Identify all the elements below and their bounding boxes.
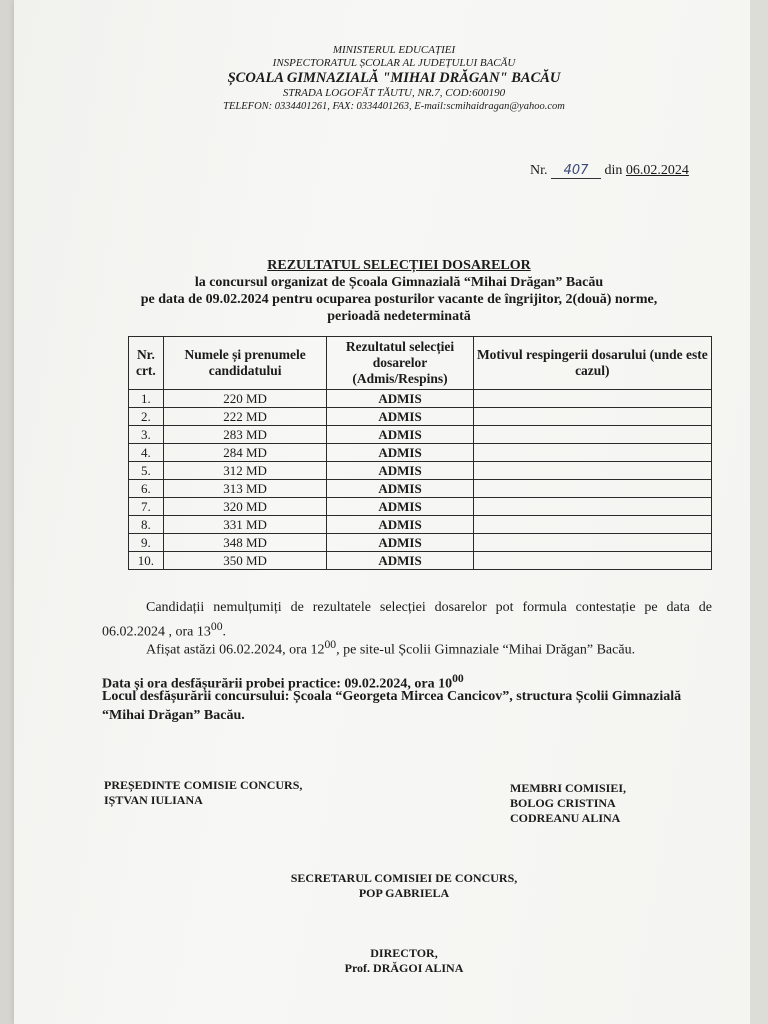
cell-reason bbox=[473, 426, 711, 444]
cell-result: ADMIS bbox=[327, 426, 473, 444]
table-row bbox=[129, 498, 712, 516]
cell-reason bbox=[473, 480, 711, 498]
din-label: din bbox=[604, 163, 623, 178]
title-main: REZULTATUL SELECȚIEI DOSARELOR bbox=[267, 258, 531, 273]
contestation-end: . bbox=[222, 624, 227, 640]
cell-name: 283 MD bbox=[163, 426, 327, 444]
cell-result: ADMIS bbox=[327, 390, 473, 408]
cell-reason bbox=[473, 516, 711, 534]
table-row bbox=[129, 390, 712, 408]
cell-nr: 10. bbox=[129, 552, 164, 570]
contact-line: TELEFON: 0334401261, FAX: 0334401263, E-mail:scmihaidragan@yahoo.com bbox=[223, 101, 565, 112]
cell-result: ADMIS bbox=[327, 498, 473, 516]
cell-nr: 1. bbox=[129, 390, 164, 408]
address-line: STRADA LOGOFĂT TĂUTU, NR.7, COD:600190 bbox=[282, 87, 506, 99]
cell-nr: 8. bbox=[129, 516, 164, 534]
posting-text-end: , pe site-ul Școlii Gimnaziale “Mihai Drăgan” Bacău. bbox=[336, 642, 636, 658]
school-name: ȘCOALA GIMNAZIALĂ "MIHAI DRĂGAN" BACĂU bbox=[227, 70, 561, 86]
title-line-2: la concursul organizat de Școala Gimnazială “Mihai Drăgan” Bacău bbox=[194, 275, 604, 290]
cell-nr: 6. bbox=[129, 480, 164, 498]
results-table bbox=[128, 336, 712, 570]
cell-name: 220 MD bbox=[163, 390, 327, 408]
cell-reason bbox=[473, 552, 711, 570]
cell-name: 350 MD bbox=[163, 552, 327, 570]
inspectorate-line: INSPECTORATUL ȘCOLAR AL JUDEȚULUI BACĂU bbox=[272, 57, 516, 69]
cell-reason bbox=[473, 408, 711, 426]
posting-paragraph bbox=[146, 635, 706, 660]
director-signature bbox=[274, 946, 534, 976]
cell-nr: 9. bbox=[129, 534, 164, 552]
president-name: IȘTVAN IULIANA bbox=[104, 793, 203, 807]
cell-name: 222 MD bbox=[163, 408, 327, 426]
ministry-line: MINISTERUL EDUCAȚIEI bbox=[332, 44, 456, 56]
secretary-name: POP GABRIELA bbox=[358, 886, 450, 900]
nr-value-handwritten: 407 bbox=[551, 163, 601, 179]
background-right-edge bbox=[750, 0, 768, 1024]
cell-result: ADMIS bbox=[327, 516, 473, 534]
posting-time-sup: 00 bbox=[324, 638, 337, 651]
document-page bbox=[14, 0, 750, 1024]
table-row bbox=[129, 480, 712, 498]
title-line-4: perioadă nedeterminată bbox=[327, 309, 471, 324]
cell-result: ADMIS bbox=[327, 480, 473, 498]
cell-nr: 5. bbox=[129, 462, 164, 480]
cell-nr: 2. bbox=[129, 408, 164, 426]
member-2-name: CODREANU ALINA bbox=[510, 811, 621, 825]
members-signature bbox=[510, 781, 626, 826]
member-1-name: BOLOG CRISTINA bbox=[510, 796, 616, 810]
practical-test-time-sup: 00 bbox=[452, 672, 464, 685]
contestation-time-sup: 00 bbox=[210, 620, 223, 633]
background-left-edge bbox=[0, 0, 14, 1024]
cell-result: ADMIS bbox=[327, 552, 473, 570]
cell-reason bbox=[473, 462, 711, 480]
posting-text: Afișat astăzi 06.02.2024, ora 12 bbox=[146, 642, 325, 658]
cell-reason bbox=[473, 444, 711, 462]
table-header-row bbox=[129, 337, 712, 390]
table-row bbox=[129, 444, 712, 462]
registration-number bbox=[530, 163, 689, 179]
president-signature bbox=[104, 778, 302, 808]
table-row bbox=[129, 426, 712, 444]
table-row bbox=[129, 516, 712, 534]
table-row bbox=[129, 462, 712, 480]
cell-nr: 3. bbox=[129, 426, 164, 444]
cell-name: 348 MD bbox=[163, 534, 327, 552]
cell-name: 313 MD bbox=[163, 480, 327, 498]
header-nr: Nr. crt. bbox=[129, 337, 164, 390]
contest-location: Locul desfășurării concursului: Școala “Georgeta Mircea Cancicov”, structura Școlii Gimnazială “Mihai Drăgan” Bacău. bbox=[102, 689, 682, 723]
table-row bbox=[129, 534, 712, 552]
secretary-title: SECRETARUL COMISIEI DE CONCURS, bbox=[290, 871, 518, 885]
cell-reason bbox=[473, 534, 711, 552]
cell-result: ADMIS bbox=[327, 534, 473, 552]
president-title: PREȘEDINTE COMISIE CONCURS, bbox=[104, 778, 303, 792]
document-title bbox=[104, 257, 694, 325]
secretary-signature bbox=[174, 871, 634, 901]
cell-name: 320 MD bbox=[163, 498, 327, 516]
header-reason: Motivul respingerii dosarului (unde este cazul) bbox=[473, 337, 711, 390]
table-row bbox=[129, 552, 712, 570]
cell-reason bbox=[473, 390, 711, 408]
director-name: Prof. DRĂGOI ALINA bbox=[344, 961, 464, 975]
header-name: Numele și prenumele candidatului bbox=[163, 337, 327, 390]
practical-test-text: Data și ora desfășurării probei practice: 09.02.2024, ora 10 bbox=[102, 676, 453, 692]
header-result: Rezultatul selecției dosarelor (Admis/Respins) bbox=[327, 337, 473, 390]
title-line-3: pe data de 09.02.2024 pentru ocuparea posturilor vacante de îngrijitor, 2(două) norme, bbox=[140, 292, 658, 307]
letterhead bbox=[174, 44, 614, 113]
cell-name: 284 MD bbox=[163, 444, 327, 462]
contestation-text: Candidații nemulțumiți de rezultatele selecției dosarelor pot formula contestație pe data de 06.02.2024 , ora 13 bbox=[102, 600, 712, 640]
cell-result: ADMIS bbox=[327, 462, 473, 480]
cell-result: ADMIS bbox=[327, 408, 473, 426]
table-row bbox=[129, 408, 712, 426]
members-title: MEMBRI COMISIEI, bbox=[510, 781, 627, 795]
cell-nr: 7. bbox=[129, 498, 164, 516]
cell-reason bbox=[473, 498, 711, 516]
registration-date: 06.02.2024 bbox=[625, 163, 689, 178]
nr-label: Nr. bbox=[530, 163, 548, 178]
cell-result: ADMIS bbox=[327, 444, 473, 462]
director-title: DIRECTOR, bbox=[370, 946, 438, 960]
cell-name: 312 MD bbox=[163, 462, 327, 480]
cell-name: 331 MD bbox=[163, 516, 327, 534]
cell-nr: 4. bbox=[129, 444, 164, 462]
